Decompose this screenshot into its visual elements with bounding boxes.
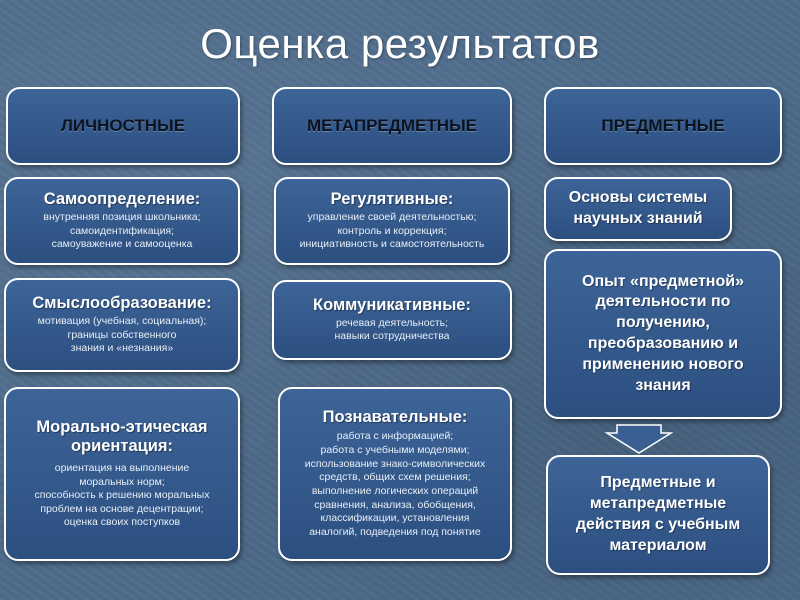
down-arrow-icon bbox=[605, 424, 673, 454]
meta-regulatory bbox=[274, 177, 510, 265]
header-personal-label: ЛИЧНОСТНЫЕ bbox=[60, 116, 186, 135]
subject-activity-experience bbox=[544, 249, 782, 419]
page-title: Оценка результатов bbox=[200, 20, 600, 67]
personal-item-desc: мотивация (учебная, социальная); границы собственного знания и «незнания» bbox=[37, 315, 207, 355]
personal-item-title: Самоопределение: bbox=[43, 190, 201, 209]
meta-communicative bbox=[272, 280, 512, 360]
personal-item-title: Морально-этическая ориентация: bbox=[36, 417, 208, 455]
meta-cognitive bbox=[278, 387, 512, 561]
personal-moral-ethical bbox=[4, 387, 240, 561]
header-meta bbox=[272, 87, 512, 165]
header-personal bbox=[6, 87, 240, 165]
subject-actions bbox=[546, 455, 770, 575]
meta-item-title: Коммуникативные: bbox=[313, 295, 471, 314]
header-subject bbox=[544, 87, 782, 165]
personal-self-determination bbox=[4, 177, 240, 265]
personal-meaning-formation bbox=[4, 278, 240, 372]
meta-item-desc: работа с информацией; работа с учебными моделями; использование знако-символических средств, общих схем решения; выполнение логических операций сравнения, анализа, обобщения, классификации, установления аналогий, подведения под понятие bbox=[304, 430, 486, 538]
subject-item-text: Основы системы научных знаний bbox=[568, 189, 708, 227]
subject-knowledge-basics bbox=[544, 177, 732, 241]
subject-item-text: Предметные и метапредметные действия с учебным материалом bbox=[575, 474, 741, 554]
header-meta-label: МЕТАПРЕДМЕТНЫЕ bbox=[306, 116, 478, 135]
personal-item-desc: ориентация на выполнение моральных норм; способность к решению моральных проблем на основе децентрации; оценка своих поступков bbox=[34, 461, 210, 529]
personal-item-title: Смыслообразование: bbox=[32, 294, 212, 313]
meta-item-desc: управление своей деятельностью; контроль и коррекция; инициативность и самостоятельность bbox=[299, 211, 485, 251]
meta-item-title: Регулятивные: bbox=[330, 190, 454, 209]
subject-item-text: Опыт «предметной» деятельности по получению, преобразованию и применению нового знания bbox=[582, 272, 744, 394]
meta-item-title: Познавательные: bbox=[322, 408, 468, 427]
meta-item-desc: речевая деятельность; навыки сотрудничества bbox=[334, 316, 450, 343]
header-subject-label: ПРЕДМЕТНЫЕ bbox=[601, 116, 725, 135]
personal-item-desc: внутренняя позиция школьника; самоидентификация; самоуважение и самооценка bbox=[43, 211, 201, 251]
